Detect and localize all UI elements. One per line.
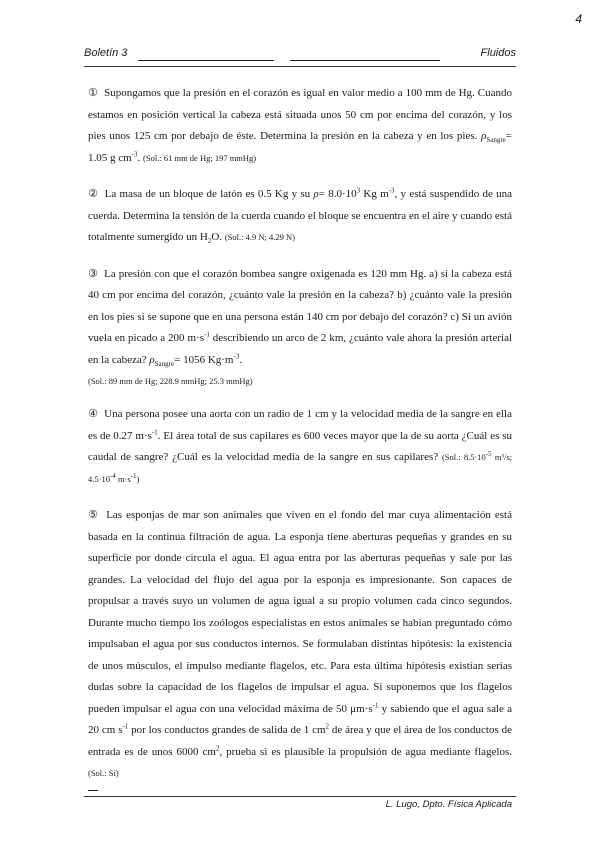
page-header xyxy=(84,47,516,65)
solution: (Sol.: $8.5\cdot 10^{-5}$ m³/s; $4.5\cdot 10^{-4}$ $m\cdot s^{-1}$) xyxy=(88,450,513,484)
header-blank-line xyxy=(290,60,440,61)
page-number: 4 xyxy=(575,12,582,26)
solution: (Sol.: 4.9 N; 4.29 N) xyxy=(224,232,295,242)
header-blank-line xyxy=(138,60,274,61)
header-subject: Fluidos xyxy=(480,47,516,59)
problem-list xyxy=(88,82,512,799)
problem-5: ⑤ Las esponjas de mar son animales que viven en el fondo del mar cuya alimentación está basada en la continua filtración de agua. La esponja tiene aberturas pequeñas y grandes en su superficie por donde circula el agua. El agua entra por las aberturas pequeñas y sale por las grandes. La velocidad del flujo del agua por la esponja es impresionante. Son capaces de propulsar a través suyo un volumen de agua igual a su propio volumen cada cinco segundos. Durante mucho tiempo los zoólogos especialistas en estos animales se habían preguntado cómo impulsaban el agua por sus conductos internos. Se formulaban distintas hipótesis: la existencia de unos músculos, el impulso mediante flagelos, etc. Para esta última hipótesis existían serias dudas sobre la capacidad de los flagelos de impulsar el agua. Si suponemos que los flagelos pueden impulsar el agua con una velocidad máxima de 50 $\mu m\cdot s^{-1}$ y sabiendo que el agua sale a 20 cm $s^{-1}$ por los conductos grandes de salida de 1 $cm^2$ de área y que el área de los conductos de entrada es de unos 6000 $cm^2$, prueba si es plausible la propulsión de agua mediante flagelos. (Sol.: Sí) xyxy=(88,508,513,778)
problem-number: ③ xyxy=(88,266,99,280)
problem-number: ⑤ xyxy=(88,508,100,521)
solution: (Sol.: 61 mm de Hg; 197 mmHg) xyxy=(143,152,257,163)
problem-1: ① Supongamos que la presión en el corazón es igual en valor medio a 100 mm de Hg. Cuando estamos en posición vertical la cabeza está situada unos 50 cm por encima del corazón, y los pies unos 125 cm por debajo de éste. Determina la presión en la cabeza y en los pies. $\rho_{Sangre}= 1.05$ g $cm^{-3}$. (Sol.: 61 mm de Hg; 197 mmHg) xyxy=(88,86,513,164)
problem-number: ② xyxy=(88,187,99,200)
problem-4: ④ Una persona posee una aorta con un radio de 1 cm y la velocidad media de la sangre en ella es de 0.27 $m\cdot s^{-1}$. El área total de sus capilares es 600 veces mayor que la de su aorta ¿Cuál es su caudal de sangre? ¿Cuál es la velocidad media de la sangre en sus capilares? (Sol.: $8.5\cdot 10^{-5}$ m³/s; $4.5\cdot 10^{-4}$ $m\cdot s^{-1}$) xyxy=(88,407,513,484)
solution: (Sol.: Sí) xyxy=(88,768,119,778)
footer-dash xyxy=(88,790,98,791)
footer-author: L. Lugo, Dpto. Física Aplicada xyxy=(385,799,512,810)
problem-2: ② La masa de un bloque de latón es 0.5 Kg y su $\rho= 8.0\cdot 10^3$ Kg $m^{-3}$, y está suspendido de una cuerda. Determina la tensión de la cuerda cuando el bloque se encuentra en el aire y cuando está totalmente sumergido un $H_2O$. (Sol.: 4.9 N; 4.29 N) xyxy=(88,186,513,246)
problem-number: ④ xyxy=(88,407,99,420)
footer-rule xyxy=(84,796,516,797)
solution: (Sol.: 89 mm de Hg; 228.9 mmHg; 25.3 mmHg) xyxy=(88,376,253,386)
problem-number: ① xyxy=(88,86,99,99)
header-title: Boletín 3 xyxy=(84,47,128,59)
header-rule xyxy=(84,66,516,67)
problem-3: ③ La presión con que el corazón bombea sangre oxigenada es 120 mm Hg. a) si la cabeza está 40 cm por encima del corazón, ¿cuánto vale la presión en la cabeza? b) ¿cuánto vale la presión en los pies si se supone que en una persona están 140 cm por debajo del corazón? c) Si un avión vuela en picado a 200 $m\cdot s^{-1}$ describiendo un arco de 2 km, ¿cuánto vale ahora la presión arterial en la cabeza? $\rho_{Sangre}= 1056$ $Kg\cdot m^{-3}$. xyxy=(88,266,513,368)
